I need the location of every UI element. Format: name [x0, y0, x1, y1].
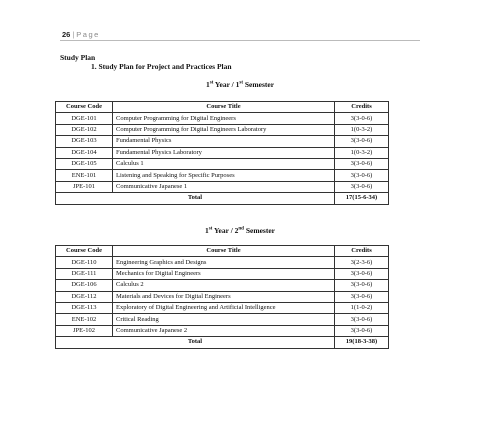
course-title: Calculus 1 [113, 158, 335, 169]
subsection-heading: 1. Study Plan for Project and Practices Plan [91, 62, 232, 71]
table-row [56, 291, 389, 302]
course-code: ENE-101 [56, 170, 113, 181]
course-credits: 3(3-0-6) [335, 181, 389, 192]
course-title: Listening and Speaking for Specific Purposes [113, 170, 335, 181]
course-code: DGE-113 [56, 302, 113, 313]
course-title: Materials and Devices for Digital Engineers [113, 291, 335, 302]
table-row [56, 113, 389, 124]
course-title: Communicative Japanese 1 [113, 181, 335, 192]
course-code: DGE-112 [56, 291, 113, 302]
course-credits: 3(3-0-6) [335, 268, 389, 279]
table-row [56, 268, 389, 279]
course-credits: 3(3-0-6) [335, 113, 389, 124]
course-credits: 1(0-3-2) [335, 124, 389, 135]
total-credits: 19(18-3-38) [335, 337, 389, 348]
table-row [56, 302, 389, 313]
total-label: Total [56, 337, 335, 348]
course-code: JPE-101 [56, 181, 113, 192]
column-header-credits: Credits [335, 102, 389, 113]
course-credits: 3(3-0-6) [335, 291, 389, 302]
course-title: Exploratory of Digital Engineering and Artificial Intelligence [113, 302, 335, 313]
table-row [56, 170, 389, 181]
column-header-title: Course Title [113, 102, 335, 113]
section-heading: Study Plan [60, 53, 96, 62]
table-row [56, 257, 389, 268]
table-header-row [56, 246, 389, 257]
course-credits: 3(3-0-6) [335, 280, 389, 291]
total-row [56, 193, 389, 204]
page-word: Page [76, 30, 100, 39]
page-separator: | [72, 30, 75, 39]
course-code: DGE-104 [56, 147, 113, 158]
page-number [62, 30, 100, 39]
course-credits: 1(0-3-2) [335, 147, 389, 158]
table-row [56, 147, 389, 158]
course-title: Fundamental Physics Laboratory [113, 147, 335, 158]
table-row [56, 181, 389, 192]
course-title: Critical Reading [113, 314, 335, 325]
table-row [56, 158, 389, 169]
course-title: Computer Programming for Digital Engineers [113, 113, 335, 124]
total-label: Total [56, 193, 335, 204]
course-code: ENE-102 [56, 314, 113, 325]
course-title: Fundamental Physics [113, 136, 335, 147]
course-credits: 1(1-0-2) [335, 302, 389, 313]
table-row [56, 325, 389, 336]
course-credits: 3(3-0-6) [335, 314, 389, 325]
total-credits: 17(15-6-34) [335, 193, 389, 204]
table-row [56, 314, 389, 325]
course-code: DGE-111 [56, 268, 113, 279]
column-header-title: Course Title [113, 246, 335, 257]
course-title: Communicative Japanese 2 [113, 325, 335, 336]
table-header-row [56, 102, 389, 113]
semester-1-table [55, 101, 389, 205]
course-code: DGE-101 [56, 113, 113, 124]
course-credits: 3(3-0-6) [335, 325, 389, 336]
course-title: Computer Programming for Digital Engineers Laboratory [113, 124, 335, 135]
table-row [56, 280, 389, 291]
course-title: Mechanics for Digital Engineers [113, 268, 335, 279]
course-code: JPE-102 [56, 325, 113, 336]
column-header-credits: Credits [335, 246, 389, 257]
course-title: Engineering Graphics and Designs [113, 257, 335, 268]
table-row [56, 124, 389, 135]
course-title: Calculus 2 [113, 280, 335, 291]
column-header-code: Course Code [56, 102, 113, 113]
semester-2-table [55, 245, 389, 349]
table-row [56, 136, 389, 147]
course-code: DGE-110 [56, 257, 113, 268]
course-credits: 3(3-0-6) [335, 158, 389, 169]
header-rule [60, 40, 420, 41]
page-number-value: 26 [62, 30, 71, 39]
course-code: DGE-103 [56, 136, 113, 147]
total-row [56, 337, 389, 348]
course-credits: 3(2-3-6) [335, 257, 389, 268]
column-header-code: Course Code [56, 246, 113, 257]
course-credits: 3(3-0-6) [335, 170, 389, 181]
course-code: DGE-102 [56, 124, 113, 135]
course-code: DGE-105 [56, 158, 113, 169]
course-code: DGE-106 [56, 280, 113, 291]
semester-1-title: 1st Year / 1st Semester [205, 80, 275, 89]
course-credits: 3(3-0-6) [335, 136, 389, 147]
semester-2-title: 1st Year / 2nd Semester [204, 226, 275, 235]
